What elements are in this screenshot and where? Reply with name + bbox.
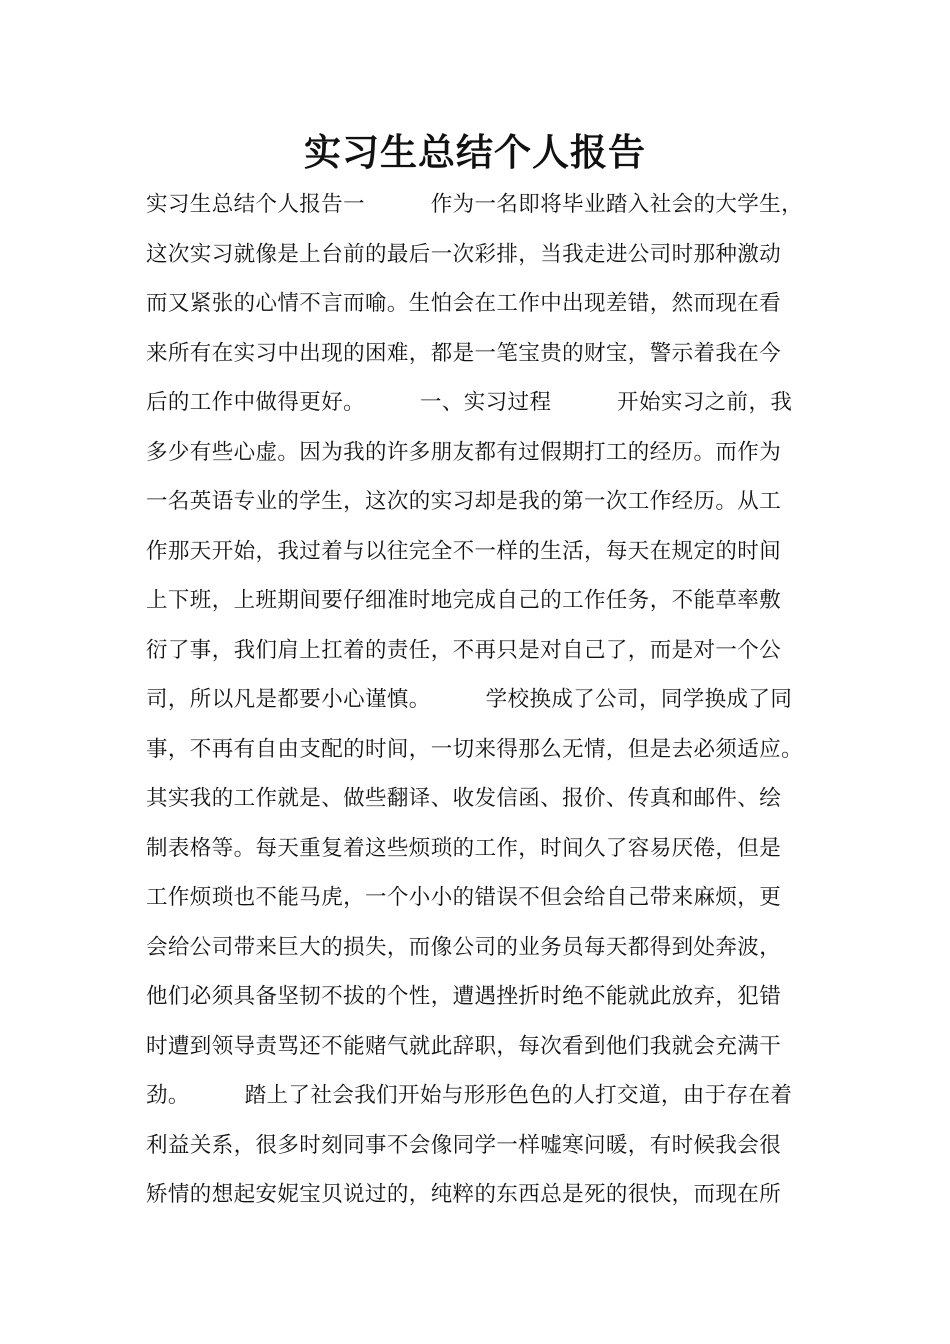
body-line: 而又紧张的心情不言而喻。生怕会在工作中出现差错，然而现在看 bbox=[146, 291, 782, 316]
document-title: 实习生总结个人报告 bbox=[304, 131, 646, 174]
body-line: 利益关系，很多时刻同事不会像同学一样嘘寒问暖，有时候我会很 bbox=[146, 1132, 782, 1158]
body-line: 上下班，上班期间要仔细准时地完成自己的工作任务，不能草率敷 bbox=[146, 588, 782, 613]
body-line: 作那天开始，我过着与以往完全不一样的生活，每天在规定的时间 bbox=[146, 538, 782, 564]
body-line: 实习生总结个人报告一 作为一名即将毕业踏入社会的大学生， bbox=[146, 192, 804, 217]
body-line: 工作烦琐也不能马虎，一个小小的错误不但会给自己带来麻烦，更 bbox=[146, 885, 782, 910]
body-line: 其实我的工作就是、做些翻译、收发信函、报价、传真和邮件、绘 bbox=[146, 786, 782, 811]
body-line: 衍了事，我们肩上扛着的责任，不再只是对自己了，而是对一个公 bbox=[146, 637, 782, 663]
body-line: 矫情的想起安妮宝贝说过的，纯粹的东西总是死的很快，而现在所 bbox=[146, 1182, 782, 1207]
body-line: 会给公司带来巨大的损失，而像公司的业务员每天都得到处奔波， bbox=[146, 934, 782, 960]
document-body bbox=[146, 180, 846, 1220]
body-line: 劲。 踏上了社会我们开始与形形色色的人打交道，由于存在着 bbox=[146, 1083, 793, 1108]
body-line: 多少有些心虚。因为我的许多朋友都有过假期打工的经历。而作为 bbox=[146, 439, 782, 465]
body-line: 时遭到领导责骂还不能赌气就此辞职，每次看到他们我就会充满干 bbox=[146, 1033, 782, 1059]
body-line: 他们必须具备坚韧不拔的个性，遭遇挫折时绝不能就此放弃，犯错 bbox=[146, 984, 782, 1009]
body-line: 来所有在实习中出现的困难，都是一笔宝贵的财宝，警示着我在今 bbox=[146, 340, 782, 366]
body-line: 事，不再有自由支配的时间，一切来得那么无情，但是去必须适应。 bbox=[146, 736, 804, 762]
body-line: 这次实习就像是上台前的最后一次彩排，当我走进公司时那种激动 bbox=[146, 241, 782, 267]
body-line: 后的工作中做得更好。 一、实习过程 开始实习之前，我 bbox=[146, 390, 793, 415]
body-line: 制表格等。每天重复着这些烦琐的工作，时间久了容易厌倦，但是 bbox=[146, 835, 782, 861]
body-line: 一名英语专业的学生，这次的实习却是我的第一次工作经历。从工 bbox=[146, 489, 782, 514]
body-line: 司，所以凡是都要小心谨慎。 学校换成了公司，同学换成了同 bbox=[146, 687, 793, 712]
